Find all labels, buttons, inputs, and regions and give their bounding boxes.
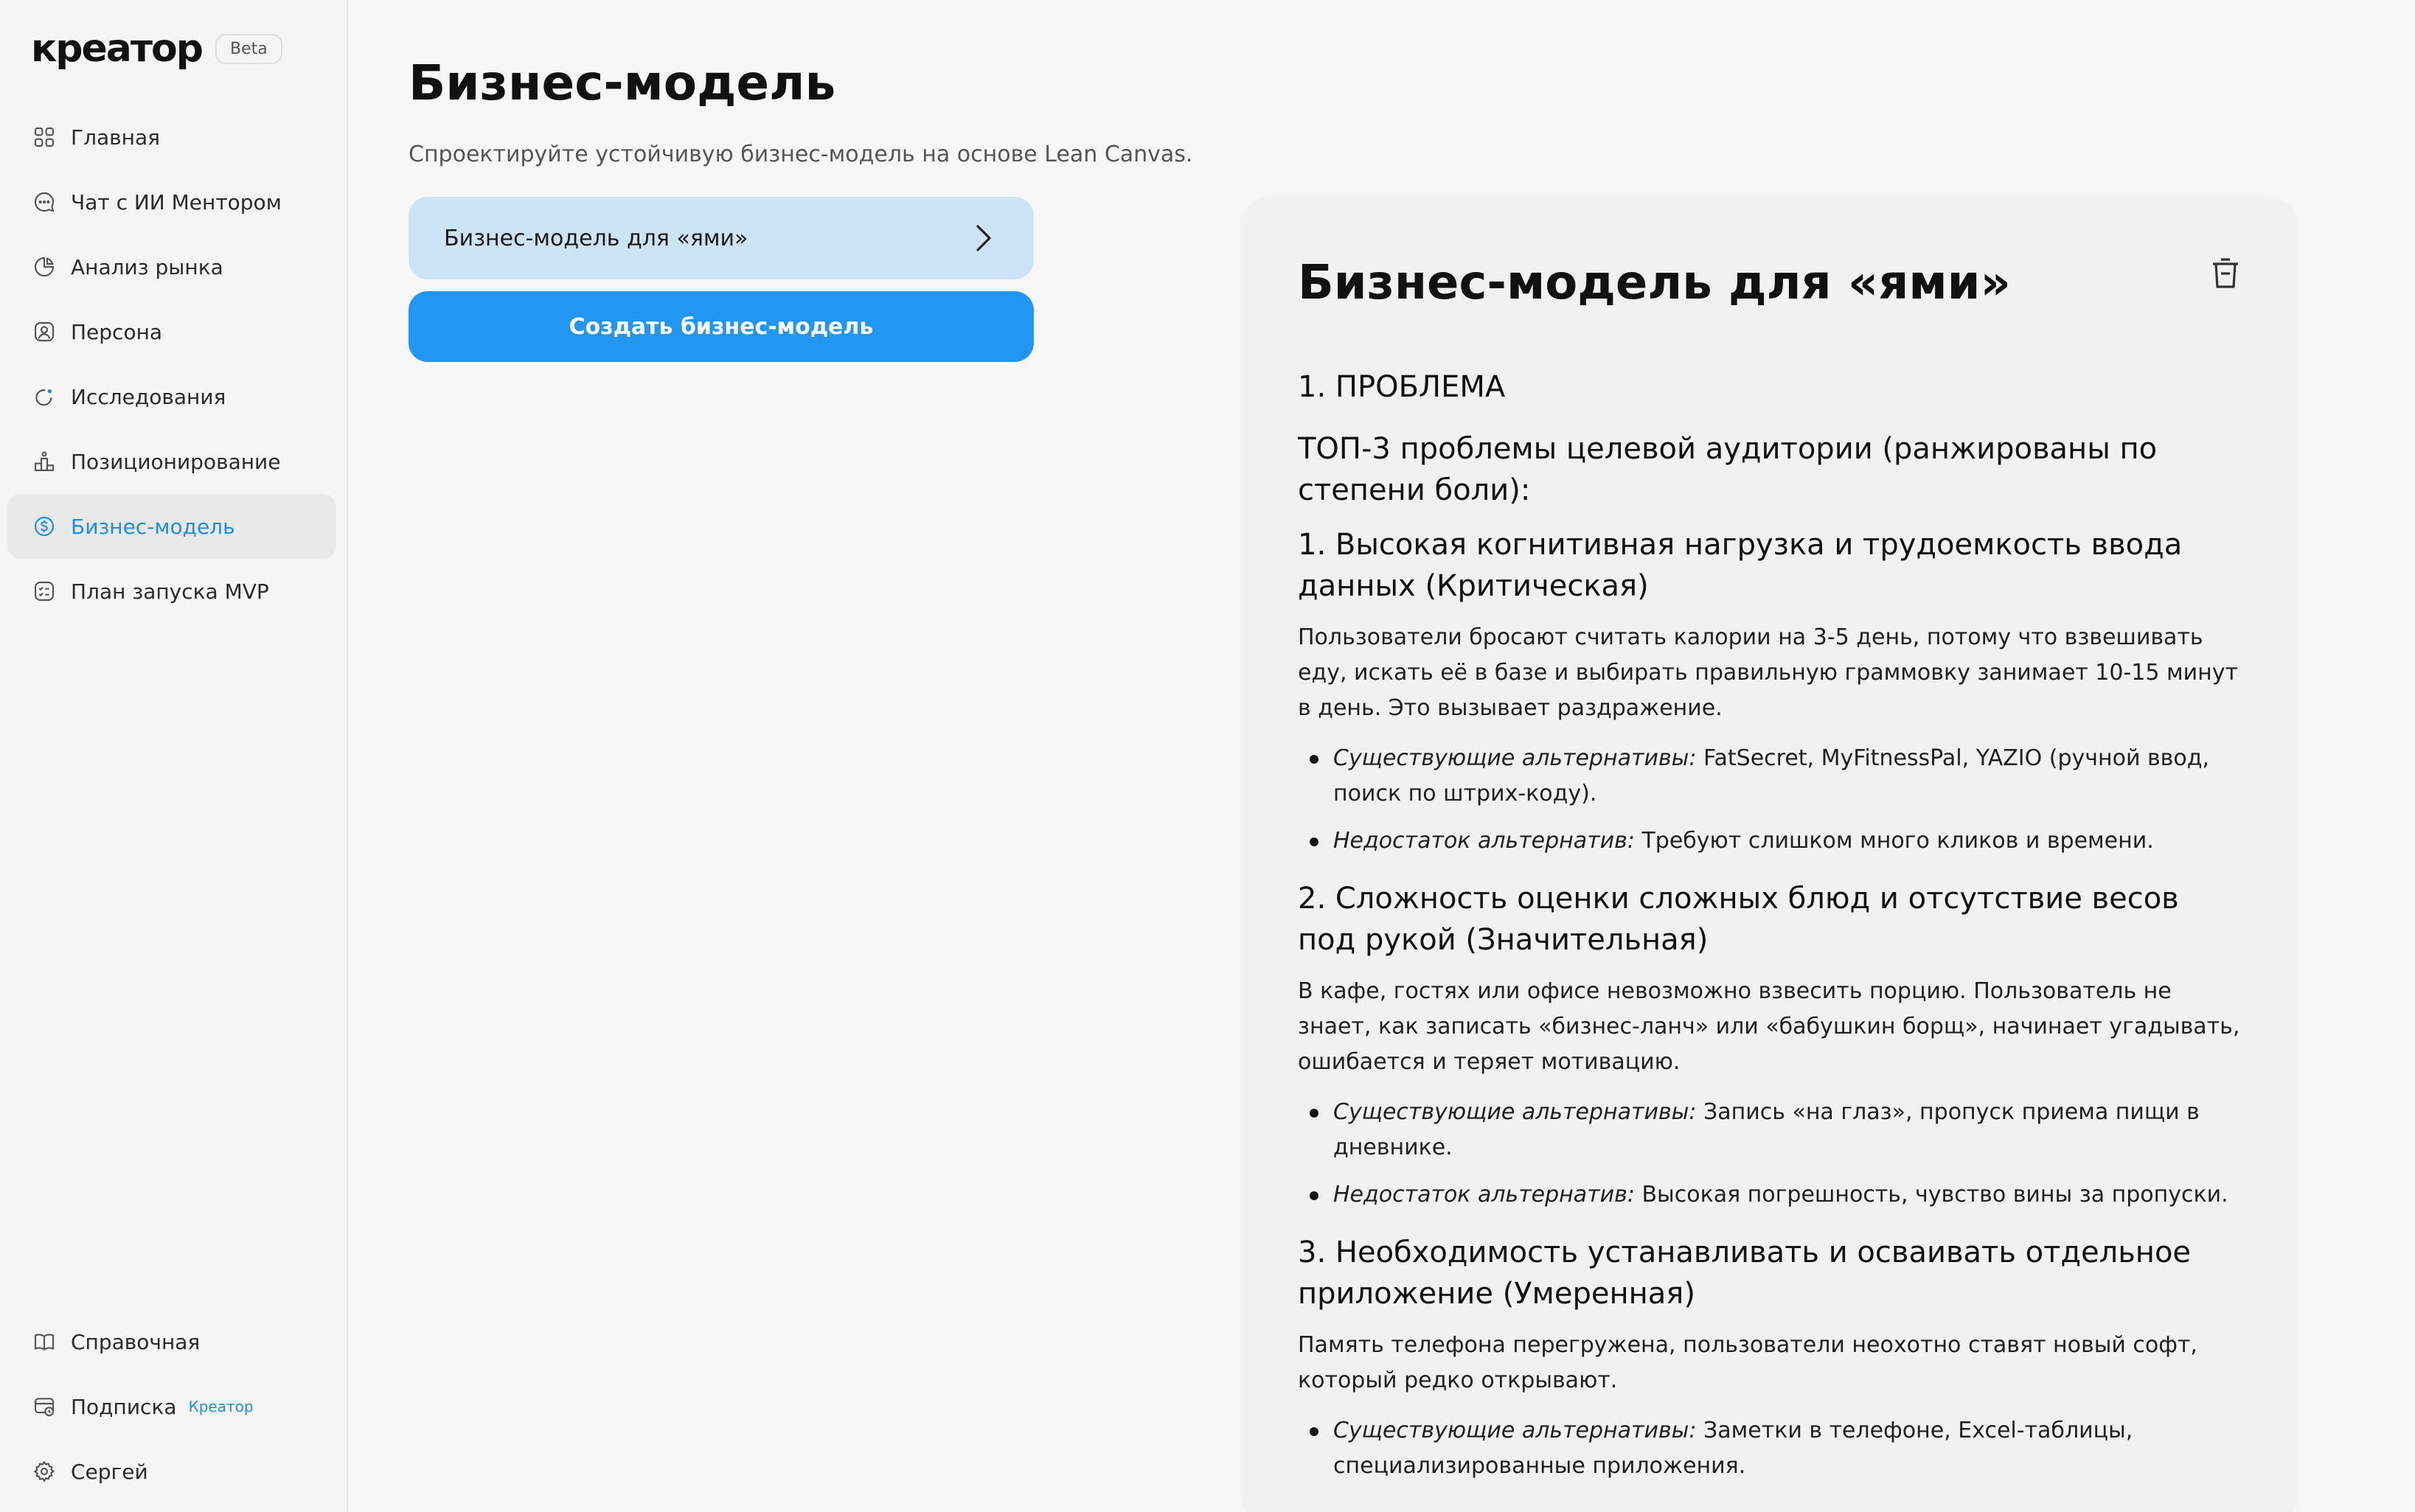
section-intro: ТОП-3 проблемы целевой аудитории (ранжированы по степени боли):: [1298, 432, 2158, 507]
bullet-label: Недостаток альтернатив:: [1333, 828, 1635, 854]
bullet-text: Требуют слишком много кликов и времени.: [1634, 828, 2154, 854]
problem-text: Пользователи бросают считать калории на 3-5 день, потому что взвешивать еду, искать её в базе и выбирать правильную граммовку занимает 10-15 минут в день. Это вызывает раздражение.: [1298, 624, 2238, 721]
sidebar-item-mvp-plan[interactable]: [7, 559, 336, 624]
trash-icon[interactable]: [2208, 254, 2243, 293]
sidebar-item-user-settings[interactable]: [7, 1439, 336, 1504]
sidebar-item-label: Анализ рынка: [71, 254, 223, 279]
checklist-icon: [32, 579, 56, 603]
sidebar-item-label: Персона: [71, 319, 163, 344]
sidebar-nav: [7, 105, 336, 624]
bullet-text: Запись «на глаз», пропуск приема пищи в дневнике.: [1333, 1099, 2200, 1160]
subscription-icon: [32, 1395, 56, 1418]
document-title: Бизнес-модель для «ями»: [1298, 256, 2011, 310]
sidebar-item-persona[interactable]: [7, 299, 336, 364]
chevron-right-icon: [965, 220, 1000, 256]
section-heading: 1. ПРОБЛЕМА: [1298, 370, 1506, 404]
problem-heading: 2. Сложность оценки сложных блюд и отсутствие весов под рукой (Значительная): [1298, 882, 2179, 957]
document-body: [1298, 368, 2242, 1484]
sidebar-item-positioning[interactable]: [7, 429, 336, 494]
list-item: [1298, 1177, 2242, 1213]
main-content: [348, 0, 2415, 1512]
brand: [31, 27, 282, 71]
list-item: [1298, 1413, 2242, 1484]
beta-badge: Beta: [215, 34, 282, 64]
problem-bullets: [1298, 1413, 2242, 1484]
list-item: [1298, 1095, 2242, 1166]
bullet-label: Существующие альтернативы:: [1333, 745, 1697, 771]
bullet-label: Недостаток альтернатив:: [1333, 1182, 1635, 1208]
problem-heading: 1. Высокая когнитивная нагрузка и трудоемкость ввода данных (Критическая): [1298, 528, 2183, 603]
sidebar: [0, 0, 348, 1512]
sidebar-item-label: Исследования: [71, 384, 226, 409]
sidebar-item-help[interactable]: [7, 1309, 336, 1374]
brand-logo[interactable]: креатор: [31, 27, 202, 71]
user-icon: [32, 320, 56, 344]
sidebar-item-business-model[interactable]: [7, 494, 336, 559]
sidebar-item-label: План запуска MVP: [71, 579, 269, 604]
bullet-text: FatSecret, MyFitnessPal, YAZIO (ручной ввод, поиск по штрих-коду).: [1333, 745, 2209, 806]
sidebar-bottom-nav: [7, 1309, 336, 1504]
sidebar-item-label: Главная: [71, 125, 160, 150]
problem-bullets: [1298, 741, 2242, 859]
sidebar-item-label: Подписка: [71, 1394, 177, 1419]
sidebar-item-label: Справочная: [71, 1329, 201, 1354]
sidebar-item-chat[interactable]: [7, 170, 336, 234]
sidebar-item-market[interactable]: [7, 234, 336, 299]
sidebar-item-research[interactable]: [7, 364, 336, 429]
sidebar-item-label: Сергей: [71, 1459, 148, 1484]
business-model-item-label: Бизнес-модель для «ями»: [444, 225, 748, 251]
podium-icon: [32, 450, 56, 473]
plan-badge: Креатор: [188, 1398, 254, 1415]
gear-icon: [32, 1460, 56, 1483]
sidebar-item-subscription[interactable]: [7, 1374, 336, 1439]
page-subtitle: Спроектируйте устойчивую бизнес-модель на основе Lean Canvas.: [409, 142, 1193, 167]
book-icon: [32, 1330, 56, 1354]
research-icon: [32, 385, 56, 408]
bullet-label: Существующие альтернативы:: [1333, 1099, 1697, 1125]
create-business-model-button[interactable]: Создать бизнес-модель: [409, 291, 1034, 362]
business-model-list-item[interactable]: [409, 197, 1034, 279]
chat-icon: [32, 190, 56, 214]
pie-chart-icon: [32, 255, 56, 279]
sidebar-item-home[interactable]: [7, 105, 336, 170]
problem-heading: 3. Необходимость устанавливать и осваивать отдельное приложение (Умеренная): [1298, 1236, 2192, 1311]
list-item: [1298, 741, 2242, 812]
sidebar-item-label: Бизнес-модель: [71, 514, 235, 539]
bullet-text: Высокая погрешность, чувство вины за пропуски.: [1634, 1182, 2228, 1208]
problem-bullets: [1298, 1095, 2242, 1213]
sidebar-item-label: Чат с ИИ Ментором: [71, 189, 282, 215]
sidebar-item-label: Позиционирование: [71, 449, 281, 474]
grid-icon: [32, 125, 56, 149]
page-title: Бизнес-модель: [409, 55, 836, 111]
problem-text: В кафе, гостях или офисе невозможно взвесить порцию. Пользователь не знает, как записать «бизнес-ланч» или «бабушкин борщ», начинает угадывать, ошибается и теряет мотивацию.: [1298, 978, 2240, 1075]
bullet-label: Существующие альтернативы:: [1333, 1418, 1697, 1443]
dollar-icon: [32, 515, 56, 538]
business-model-document: [1240, 197, 2299, 1512]
bullet-text: Заметки в телефоне, Excel-таблицы, специализированные приложения.: [1333, 1418, 2133, 1479]
problem-text: Память телефона перегружена, пользователи неохотно ставят новый софт, который редко открывают.: [1298, 1332, 2197, 1393]
list-item: [1298, 823, 2242, 859]
